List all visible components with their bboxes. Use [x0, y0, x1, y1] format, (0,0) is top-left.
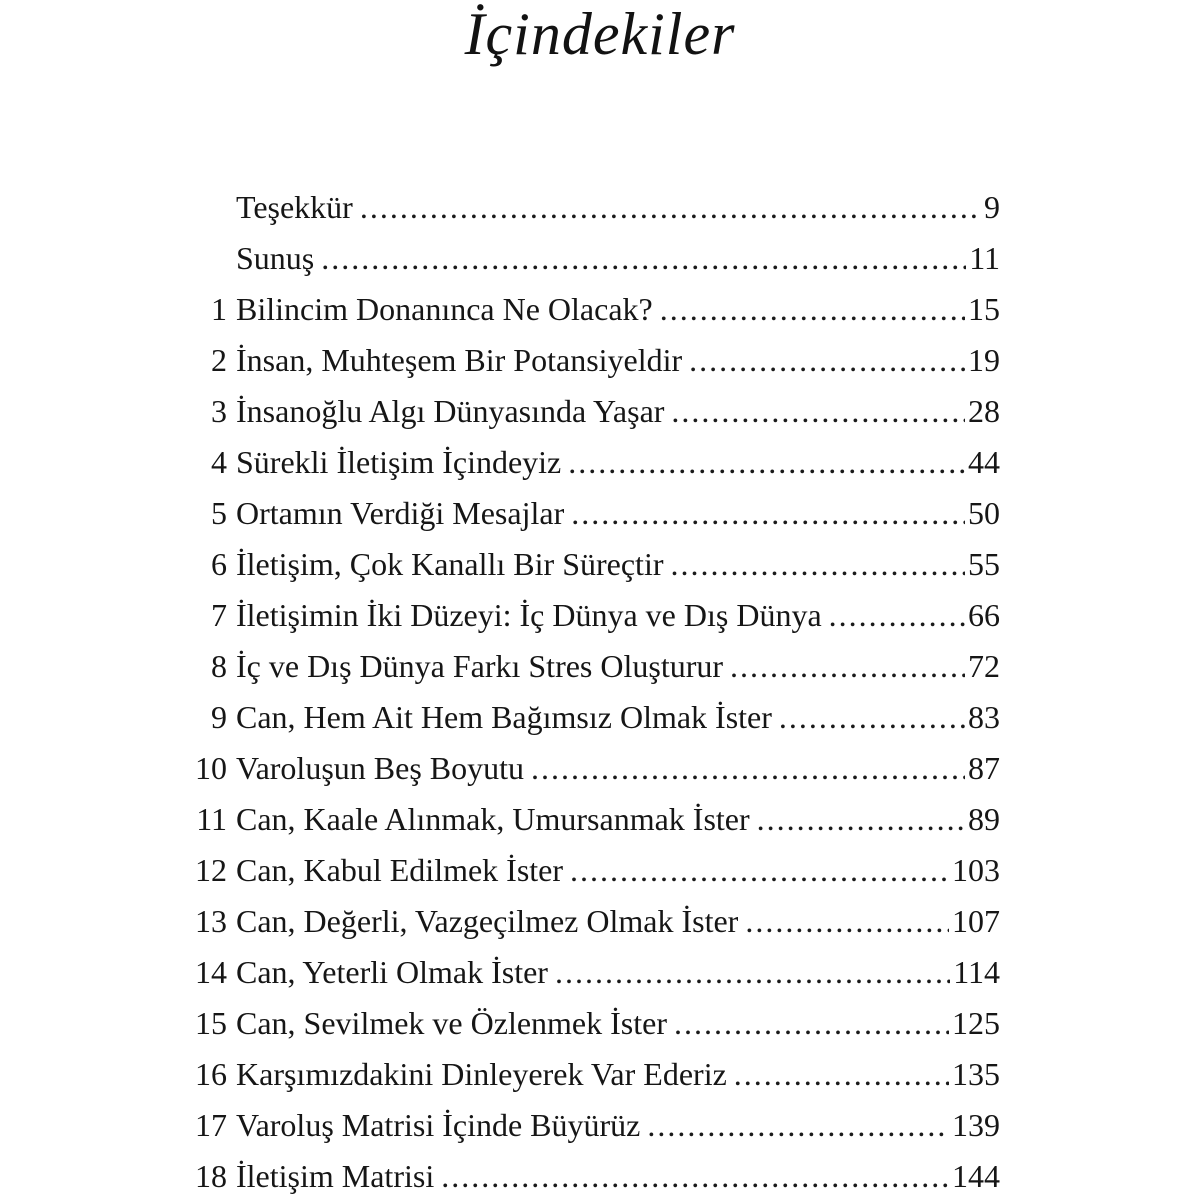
- chapter-title: Ortamın Verdiği Mesajlar: [236, 495, 565, 531]
- page-number: 125: [952, 1005, 1000, 1041]
- page-number: 19: [968, 342, 1000, 378]
- page-number: 87: [968, 750, 1000, 786]
- chapter-number: 13: [195, 903, 227, 939]
- toc-entry: [172, 437, 1000, 488]
- page-number: 107: [952, 903, 1000, 939]
- page-number: 139: [952, 1107, 1000, 1143]
- chapter-title: Can, Sevilmek ve Özlenmek İster: [236, 1005, 667, 1041]
- chapter-number: 5: [211, 495, 227, 531]
- dot-leader: [441, 1151, 949, 1200]
- chapter-number: 2: [211, 342, 227, 378]
- chapter-title: İletişimin İki Düzeyi: İç Dünya ve Dış Dünya: [236, 597, 822, 633]
- toc-entry: [172, 539, 1000, 590]
- chapter-title: İletişim, Çok Kanallı Bir Süreçtir: [236, 546, 664, 582]
- page-number: 15: [968, 291, 1000, 327]
- chapter-title: İç ve Dış Dünya Farkı Stres Oluşturur: [236, 648, 724, 684]
- page-number: 44: [968, 444, 1000, 480]
- toc-entry: [172, 590, 1000, 641]
- chapter-number: 14: [195, 954, 227, 990]
- page-number: 28: [968, 393, 1000, 429]
- page-number: 144: [952, 1158, 1000, 1194]
- dot-leader: [745, 896, 949, 947]
- page-number: 72: [968, 648, 1000, 684]
- dot-leader: [689, 335, 965, 386]
- toc-entry: [172, 641, 1000, 692]
- toc-entry: [172, 692, 1000, 743]
- chapter-title: Karşımızdakini Dinleyerek Var Ederiz: [236, 1056, 727, 1092]
- toc-entry: [172, 182, 1000, 233]
- chapter-number: 17: [195, 1107, 227, 1143]
- dot-leader: [531, 743, 965, 794]
- toc-entry: [172, 1049, 1000, 1100]
- chapter-number: 3: [211, 393, 227, 429]
- toc-entry: [172, 284, 1000, 335]
- dot-leader: [671, 386, 965, 437]
- toc-entry: [172, 743, 1000, 794]
- dot-leader: [674, 998, 949, 1049]
- chapter-title: Can, Değerli, Vazgeçilmez Olmak İster: [236, 903, 739, 939]
- chapter-number: 11: [196, 801, 227, 837]
- page-number: 11: [969, 240, 1000, 276]
- chapter-number: 12: [195, 852, 227, 888]
- chapter-number: 6: [211, 546, 227, 582]
- dot-leader: [779, 692, 965, 743]
- toc-entry: [172, 845, 1000, 896]
- page-number: 9: [984, 189, 1000, 225]
- chapter-title: Can, Hem Ait Hem Bağımsız Olmak İster: [236, 699, 772, 735]
- chapter-title: Can, Kaale Alınmak, Umursanmak İster: [236, 801, 750, 837]
- dot-leader: [555, 947, 950, 998]
- toc-entry: [172, 335, 1000, 386]
- dot-leader: [730, 641, 965, 692]
- page-number: 114: [953, 954, 1000, 990]
- dot-leader: [734, 1049, 949, 1100]
- dot-leader: [647, 1100, 949, 1151]
- chapter-title: Sunuş: [236, 240, 315, 276]
- toc-entry: [172, 998, 1000, 1049]
- page-number: 55: [968, 546, 1000, 582]
- toc-entry: [172, 488, 1000, 539]
- toc-entry: [172, 386, 1000, 437]
- chapter-title: Bilincim Donanınca Ne Olacak?: [236, 291, 653, 327]
- dot-leader: [570, 845, 949, 896]
- page-number: 66: [968, 597, 1000, 633]
- toc-entry: [172, 896, 1000, 947]
- page-title: İçindekiler: [464, 1, 736, 67]
- dot-leader: [321, 233, 966, 284]
- chapter-number: 9: [211, 699, 227, 735]
- dot-leader: [757, 794, 965, 845]
- chapter-title: Can, Kabul Edilmek İster: [236, 852, 564, 888]
- chapter-title: Sürekli İletişim İçindeyiz: [236, 444, 562, 480]
- chapter-title: İnsan, Muhteşem Bir Potansiyeldir: [236, 342, 683, 378]
- dot-leader: [660, 284, 965, 335]
- page-number: 89: [968, 801, 1000, 837]
- toc-entry: [172, 1151, 1000, 1200]
- chapter-title: Varoluşun Beş Boyutu: [236, 750, 524, 786]
- toc-list: [172, 182, 1000, 1200]
- chapter-number: 1: [211, 291, 227, 327]
- dot-leader: [360, 182, 981, 233]
- toc-entry: [172, 947, 1000, 998]
- toc-entry: [172, 1100, 1000, 1151]
- chapter-number: 16: [195, 1056, 227, 1092]
- chapter-number: 4: [211, 444, 227, 480]
- chapter-title: İnsanoğlu Algı Dünyasında Yaşar: [236, 393, 665, 429]
- chapter-title: Can, Yeterli Olmak İster: [236, 954, 548, 990]
- dot-leader: [829, 590, 965, 641]
- toc-entry: [172, 233, 1000, 284]
- chapter-title: Teşekkür: [236, 189, 353, 225]
- chapter-number: 18: [195, 1158, 227, 1194]
- chapter-title: Varoluş Matrisi İçinde Büyürüz: [236, 1107, 641, 1143]
- page-number: 83: [968, 699, 1000, 735]
- chapter-number: 15: [195, 1005, 227, 1041]
- toc-entry: [172, 794, 1000, 845]
- page-number: 103: [952, 852, 1000, 888]
- chapter-number: 8: [211, 648, 227, 684]
- page-number: 50: [968, 495, 1000, 531]
- page-number: 135: [952, 1056, 1000, 1092]
- dot-leader: [568, 437, 965, 488]
- chapter-number: 10: [195, 750, 227, 786]
- dot-leader: [670, 539, 965, 590]
- dot-leader: [571, 488, 965, 539]
- chapter-number: 7: [211, 597, 227, 633]
- chapter-title: İletişim Matrisi: [236, 1158, 435, 1194]
